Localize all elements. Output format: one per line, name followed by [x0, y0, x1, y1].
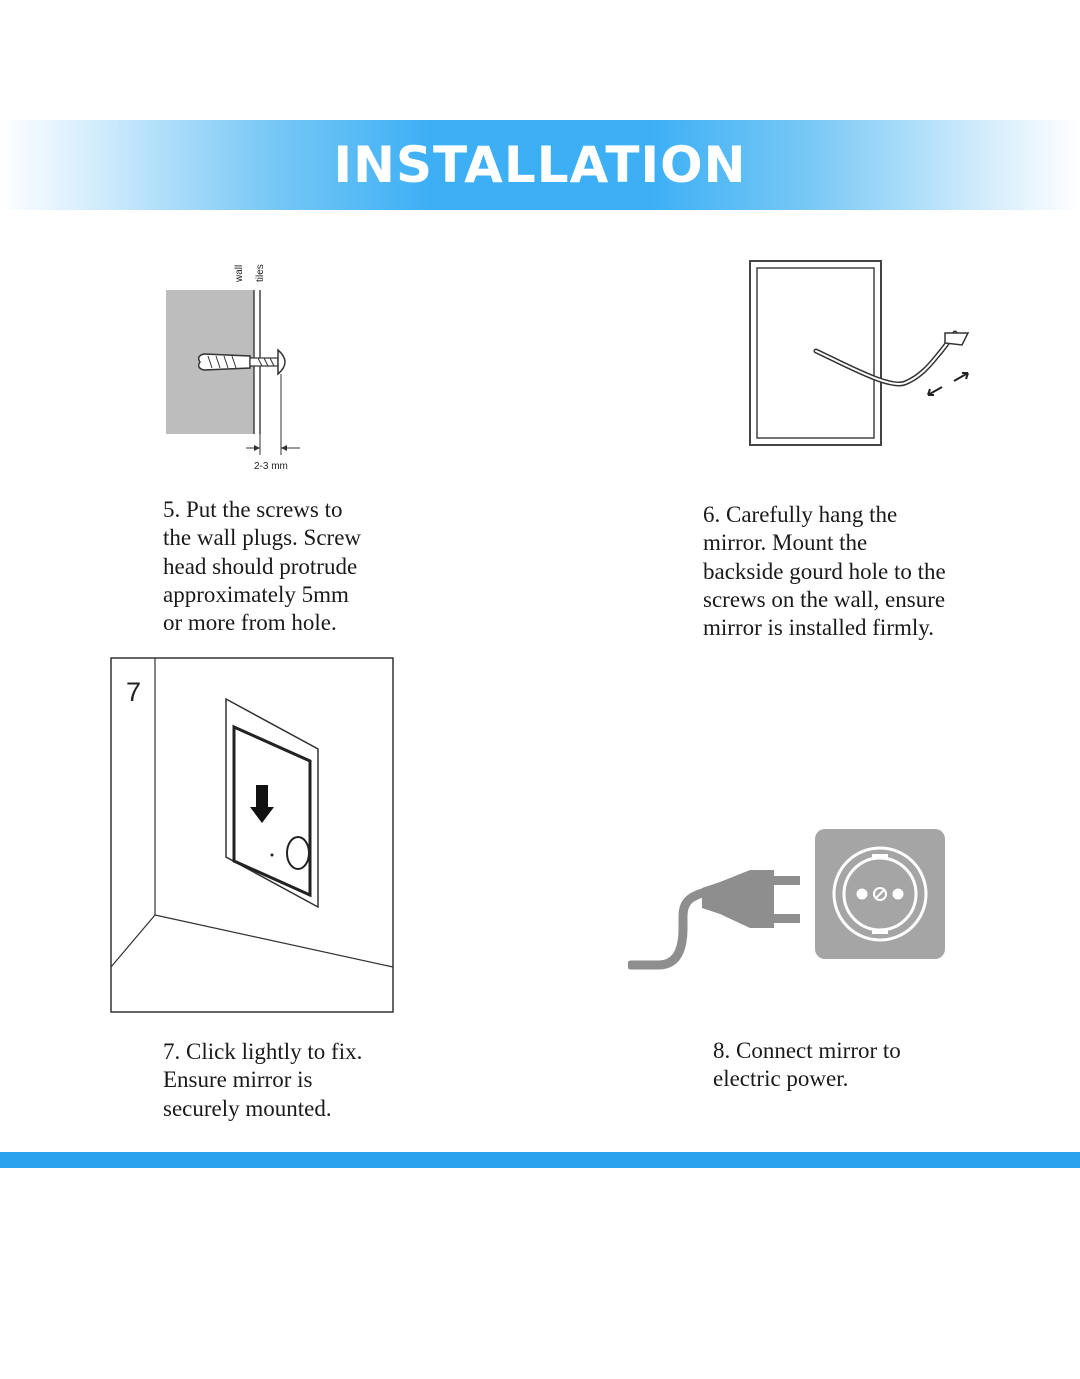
step-number-label: 7: [126, 677, 142, 707]
mirror-hanging-illustration: [740, 255, 980, 455]
plug-body: [702, 870, 764, 928]
socket-contact-bottom: [872, 929, 888, 934]
click-fix-illustration: [110, 657, 396, 1015]
plug-cable: [631, 892, 706, 965]
screw-head: [278, 350, 285, 374]
header-banner: [0, 120, 1080, 210]
wall-plug-illustration: [150, 250, 320, 480]
plug-socket-illustration: [628, 828, 948, 973]
tiles-label: tiles: [255, 264, 266, 282]
step-6-text: 6. Carefully hang the mirror. Mount the backside gourd hole to the screws on the wall, ensure mirror is installed firmly.: [703, 502, 946, 641]
plug-pin-top: [774, 876, 800, 885]
arrow-left-icon: [928, 387, 942, 395]
socket-contact-top: [872, 854, 888, 859]
step-8-text: 8. Connect mirror to electric power.: [713, 1038, 901, 1092]
socket-hole-right: [893, 889, 904, 900]
step-5-text: 5. Put the screws to the wall plugs. Screw head should protrude approximately 5mm or more from hole.: [163, 497, 362, 636]
footer-bar: [0, 1152, 1080, 1168]
plug-pin-bottom: [774, 914, 800, 923]
socket-hole-left: [857, 889, 868, 900]
dimension-arrowhead-right: [281, 445, 287, 451]
wall-label: wall: [234, 264, 245, 282]
arrow-right-icon: [954, 373, 968, 381]
page-title: INSTALLATION: [333, 136, 747, 194]
step-7-text: 7. Click lightly to fix. Ensure mirror is securely mounted.: [163, 1039, 363, 1121]
cable-end: [945, 333, 968, 345]
indicator-dot: [271, 854, 274, 857]
dimension-arrowhead-left: [254, 445, 260, 451]
plug-face: [764, 870, 774, 928]
dimension-label: 2-3 mm: [254, 461, 288, 472]
